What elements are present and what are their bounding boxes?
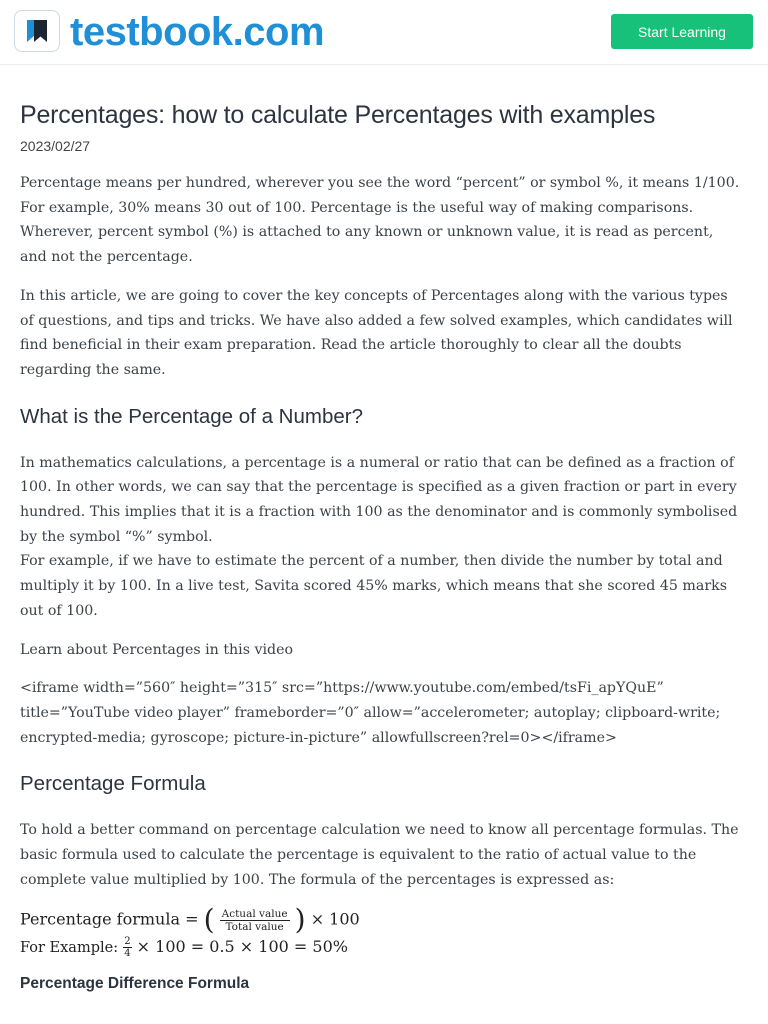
- percentage-formula: Percentage formula = ( $\frac{\text{Actual value}}{\text{Total value}}$ ) × 100: [20, 903, 360, 937]
- example-denominator: 4: [124, 948, 131, 960]
- video-label: Learn about Percentages in this video: [20, 641, 294, 658]
- section-1-paragraph-2: For example, if we have to estimate the percent of a number, then divide the number by total and multiply it by 100. In a live test, Savita scored 45% marks, which means that she scored 45 marks out of 100.: [20, 553, 728, 619]
- logo-icon-box[interactable]: [14, 10, 60, 52]
- example-label: For Example:: [20, 940, 119, 957]
- formula-numerator: Actual value: [221, 907, 288, 920]
- article-content: [20, 98, 740, 995]
- logo-text[interactable]: testbook.com: [70, 10, 325, 54]
- section-heading-percentage-difference: Percentage Difference Formula: [20, 975, 250, 993]
- section-heading-percentage-formula: Percentage Formula: [20, 772, 206, 796]
- site-header: [0, 0, 768, 65]
- section-heading-percentage-of-number: What is the Percentage of a Number?: [20, 404, 363, 428]
- intro-paragraph-2: In this article, we are going to cover the key concepts of Percentages along with the various types of questions, and tips and tricks. We have also added a few solved examples, which candidates will find beneficial in their exam preparation. Read the article thoroughly to clear all the doubts regarding the same.: [20, 287, 733, 378]
- intro-paragraph-1: Percentage means per hundred, wherever you see the word “percent” or symbol %, it means 1/100. For example, 30% means 30 out of 100. Percentage is the useful way of making comparisons. Wherever, percent symbol (%) is attached to any known or unknown value, it is read as percent, and not the percentage.: [20, 175, 740, 266]
- iframe-embed-text: <iframe width=”560″ height=”315″ src=”https://www.youtube.com/embed/tsFi_apYQuE” title=”YouTube video player” frameborder=”0″ allow=”accelerometer; autoplay; clipboard-write; encrypted-media; gyroscope; picture-in-picture” allowfullscreen?rel=0></iframe>: [20, 680, 721, 746]
- section-1-paragraph-1: In mathematics calculations, a percentage is a numeral or ratio that can be defined as a fraction of 100. In other words, we can say that the percentage is specified as a given fraction or part in every hundred. This implies that it is a fraction with 100 as the denominator and is commonly symbolised by the symbol “%” symbol.: [20, 454, 738, 545]
- formula-fraction: [220, 908, 290, 933]
- article-title: Percentages: how to calculate Percentages with examples: [20, 101, 656, 129]
- article-date: 2023/02/27: [20, 138, 91, 154]
- testbook-bookmark-icon: [24, 17, 50, 45]
- example-fraction: [123, 936, 131, 959]
- example-numerator: 2: [124, 936, 131, 948]
- formula-example: [20, 936, 740, 959]
- formula-tail: × 100: [310, 909, 360, 929]
- example-tail: × 100 = 0.5 × 100 = 50%: [136, 937, 348, 957]
- formula-denominator: Total value: [225, 920, 284, 933]
- section-2-paragraph: To hold a better command on percentage calculation we need to know all percentage formulas. The basic formula used to calculate the percentage is equivalent to the ratio of actual value to the complete value multiplied by 100. The formula of the percentages is expressed as:: [20, 822, 739, 888]
- formula-label: Percentage formula: [20, 909, 180, 929]
- start-learning-button[interactable]: Start Learning: [611, 14, 753, 49]
